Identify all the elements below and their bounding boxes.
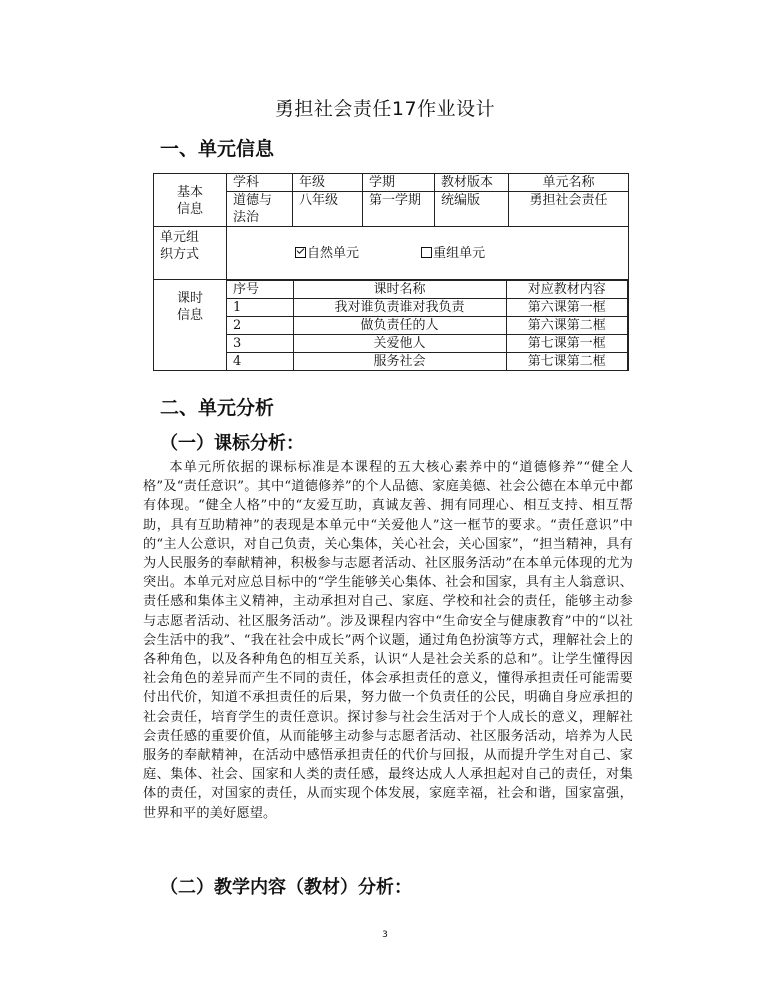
curriculum-analysis-paragraph: 本单元所依据的课标标准是本课程的五大核心素养中的“道德修养”“健全人格”及“责任意识”。其中“道德修养”的个人品德、家庭美德、社会公德在本单元中都有体现。“健全人格”中的“友爱互助，真诚友善、拥有同理心、相互支持、相互帮助，具有互助精神”的表现是本单元中“关爱他人”这一框节的要求。“责任意识”中的“主人公意识，对自己负责，关心集体，关心社会，关心国家”，“担当精神，具有为人民服务的奉献精神，积极参与志愿者活动、社区服务活动”在本单元体现的尤为突出。本单元对应总目标中的“学生能够关心集体、社会和国家，具有主人翁意识、责任感和集体主义精神，主动承担对自己、家庭、学校和社会的责任，能够主动参与志愿者活动、社区服务活动”。涉及课程内容中“生命安全与健康教育”中的“以社会生活中的我”、“我在社会中成长”两个议题，通过角色扮演等方式，理解社会上的各种角色，以及各种角色的相互关系，认识“人是社会关系的总和”。让学生懂得因社会角色的差异而产生不同的责任，体会承担责任的意义，懂得承担责任可能需要付出代价，知道不承担责任的后果，努力做一个负责任的公民，明确自身应承担的社会责任，培育学生的责任意识。探讨参与社会生活对于个人成长的意义，理解社会责任感的重要价值，从而能够主动参与志愿者活动、社区服务活动，培养为人民服务的奉献精神，在活动中感悟承担责任的代价与回报，从而提升学生对自己、家庭、集体、社会、国家和人类的责任感，最终达成人人承担起对自己的责任，对集体的责任，对国家的责任，从而实现个体发展，家庭幸福，社会和谐，国家富强，世界和平的美好愿望。	[143, 460, 633, 821]
header-edition: 教材版本	[435, 174, 509, 192]
recombined-unit-option[interactable]: 重组单元	[421, 245, 485, 262]
value-subject: 道德与 法治	[227, 192, 293, 227]
subheading-teaching-content-analysis: （二）教学内容（教材）分析：	[160, 877, 412, 898]
checked-box-icon[interactable]	[295, 247, 306, 258]
table-row: 3 关爱他人 第七课第一框	[227, 335, 628, 353]
natural-unit-option[interactable]: 自然单元	[295, 245, 359, 262]
header-grade: 年级	[293, 174, 363, 192]
document-title: 勇担社会责任17作业设计	[274, 98, 496, 120]
table-row: 1 我对谁负责谁对我负责 第六课第一框	[227, 299, 628, 317]
value-edition: 统编版	[435, 192, 509, 227]
value-semester: 第一学期	[363, 192, 435, 227]
lesson-header-row: 序号 课时名称 对应教材内容	[227, 281, 628, 299]
lesson-info-label: 课时 信息	[154, 280, 227, 371]
section-heading-unit-info: 一、单元信息	[160, 138, 275, 160]
org-options	[227, 227, 629, 280]
lesson-table	[227, 280, 628, 370]
table-row: 2 做负责任的人 第六课第二框	[227, 317, 628, 335]
header-subject: 学科	[227, 174, 293, 192]
basic-info-label: 基本 信息	[154, 174, 227, 227]
section-heading-unit-analysis: 二、单元分析	[160, 397, 275, 419]
value-unit-name: 勇担社会责任	[509, 192, 629, 227]
header-semester: 学期	[363, 174, 435, 192]
page-number: 3	[382, 930, 388, 940]
org-label: 单元组 织方式	[154, 227, 227, 280]
unit-info-table	[153, 173, 629, 371]
unchecked-box-icon[interactable]	[421, 247, 432, 258]
subheading-curriculum-analysis: （一）课标分析：	[160, 433, 304, 454]
header-unit-name: 单元名称	[509, 174, 629, 192]
table-row: 4 服务社会 第七课第二框	[227, 353, 628, 371]
value-grade: 八年级	[293, 192, 363, 227]
